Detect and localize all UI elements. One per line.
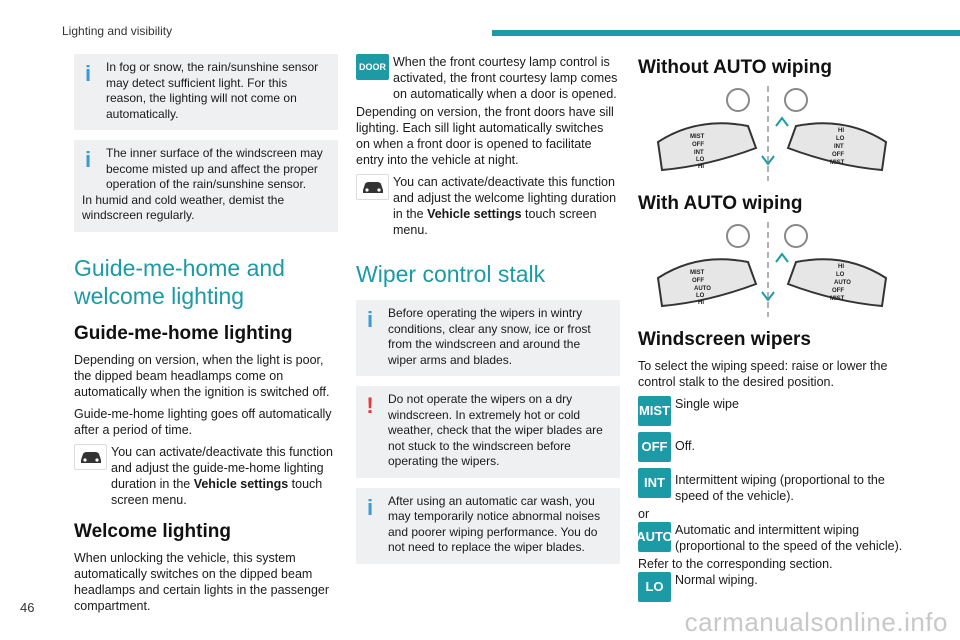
info-note — [74, 54, 338, 130]
stalk-label: OFF — [832, 152, 844, 158]
subsection-heading: Windscreen wipers — [638, 329, 811, 350]
stalk-label: MIST — [690, 134, 705, 140]
stalk-label: LO — [696, 157, 705, 163]
note-text: Before operating the wipers in wintry conditions, clear any snow, ice or frost from the windscreen and around the wiper arms and blades. — [388, 306, 591, 367]
stalk-label: INT — [834, 144, 844, 150]
info-icon: i — [84, 147, 92, 172]
note-text: The inner surface of the windscreen may become misted up and affect the proper operation of the rain/sunshine sensor. — [106, 146, 323, 191]
info-icon: i — [84, 61, 92, 86]
stalk-label: LO — [836, 136, 845, 142]
subsection-heading: Guide-me-home lighting — [74, 322, 293, 344]
off-icon: OFF — [638, 432, 671, 462]
wiper-mode-item — [638, 468, 908, 504]
stalk-label: HI — [698, 300, 704, 306]
info-note — [356, 488, 620, 564]
stalk-label: OFF — [832, 288, 844, 294]
wiper-mode-item — [638, 396, 908, 426]
column-2 — [356, 54, 620, 574]
note-text: Do not operate the wipers on a dry windscreen. In extremely hot or cold weather, check that the wiper blades are not stuck to the windscreen before operating the wipers. — [388, 392, 603, 468]
stalk-label: INT — [694, 150, 704, 156]
warning-note — [356, 386, 620, 478]
wiper-mode-item — [638, 432, 908, 462]
info-icon: i — [366, 494, 374, 520]
wiper-mode-item — [638, 572, 908, 602]
paragraph: You can activate/deactivate this function and adjust the guide-me-home lighting duration in the Vehicle settings touch screen menu. — [111, 444, 333, 507]
settings-note — [356, 174, 620, 238]
wiper-mode-item — [638, 522, 908, 554]
settings-note — [74, 444, 338, 508]
door-note — [356, 54, 620, 102]
watermark: carmanualsonline.info — [684, 607, 948, 637]
subsection-heading: With AUTO wiping — [638, 193, 803, 214]
paragraph: Refer to the corresponding section. — [638, 557, 833, 571]
running-header: Lighting and visibility — [62, 24, 173, 38]
paragraph: When the front courtesy lamp control is activated, the front courtesy lamp comes on automatically when a door is opened. — [393, 55, 618, 101]
subsection-heading: Without AUTO wiping — [638, 57, 833, 78]
section-heading: Guide-me-home and welcome lighting — [74, 254, 285, 309]
note-text: In humid and cold weather, demist the windscreen regularly. — [82, 192, 285, 222]
lo-icon: LO — [638, 572, 671, 602]
paragraph: Depending on version, the front doors have sill lighting. Each sill light automatically switches on when a front door is opened to facilitate entry into the vehicle at night. — [356, 105, 614, 167]
subsection-heading: Welcome lighting — [74, 520, 231, 542]
header-accent-bar — [492, 30, 960, 36]
paragraph: or — [638, 507, 650, 521]
wiper-stalk-illustration — [638, 86, 908, 182]
mode-label: Off. — [675, 439, 695, 453]
paragraph: To select the wiping speed: raise or lower the control stalk to the desired position. — [638, 359, 888, 389]
mode-label: Automatic and intermittent wiping (proportional to the speed of the vehicle). — [675, 523, 903, 553]
stalk-label: MIST — [690, 270, 705, 276]
section-heading: Wiper control stalk — [356, 261, 546, 287]
door-icon: DOOR — [356, 54, 389, 80]
mist-icon: MIST — [638, 396, 671, 426]
page-number: 46 — [20, 600, 35, 615]
info-icon: i — [366, 307, 374, 332]
note-text: After using an automatic car wash, you may temporarily notice abnormal noises and poorer wiping performance. You do not need to replace the wiper blades. — [388, 493, 601, 554]
stalk-label: AUTO — [834, 280, 851, 286]
column-1 — [74, 54, 338, 620]
wiper-stalk-auto-illustration — [638, 222, 908, 318]
paragraph: Depending on version, when the light is poor, the dipped beam headlamps come on automatically when the ignition is switched off. — [74, 352, 330, 399]
stalk-label: HI — [698, 164, 704, 170]
stalk-label: MIST — [830, 160, 845, 166]
car-settings-icon — [356, 174, 389, 200]
stalk-label: AUTO — [694, 286, 711, 292]
mode-label: Single wipe — [675, 397, 739, 411]
stalk-label: LO — [836, 272, 845, 278]
stalk-label: MIST — [830, 296, 845, 302]
stalk-label: HI — [838, 264, 844, 270]
note-text: In fog or snow, the rain/sunshine sensor may detect sufficient light. For this reason, the lighting will not come on automatically. — [106, 60, 319, 121]
int-icon: INT — [638, 468, 671, 498]
stalk-label: OFF — [692, 142, 704, 148]
stalk-label: OFF — [692, 278, 704, 284]
warning-icon: ! — [366, 393, 374, 418]
mode-label: Normal wiping. — [675, 573, 758, 587]
paragraph: Guide-me-home lighting goes off automatically after a period of time. — [74, 406, 332, 437]
column-3 — [638, 54, 908, 604]
paragraph: You can activate/deactivate this function and adjust the welcome lighting duration in the Vehicle settings touch screen menu. — [393, 175, 617, 237]
car-settings-icon — [74, 444, 107, 470]
mode-label: Intermittent wiping (proportional to the speed of the vehicle). — [675, 473, 885, 503]
paragraph: When unlocking the vehicle, this system automatically switches on the dipped beam headlamps and certain lights in the passenger compartment. — [74, 550, 330, 613]
info-note — [74, 140, 338, 232]
stalk-label: LO — [696, 293, 705, 299]
info-note — [356, 300, 620, 376]
stalk-label: HI — [838, 128, 844, 134]
auto-icon: AUTO — [638, 522, 671, 552]
